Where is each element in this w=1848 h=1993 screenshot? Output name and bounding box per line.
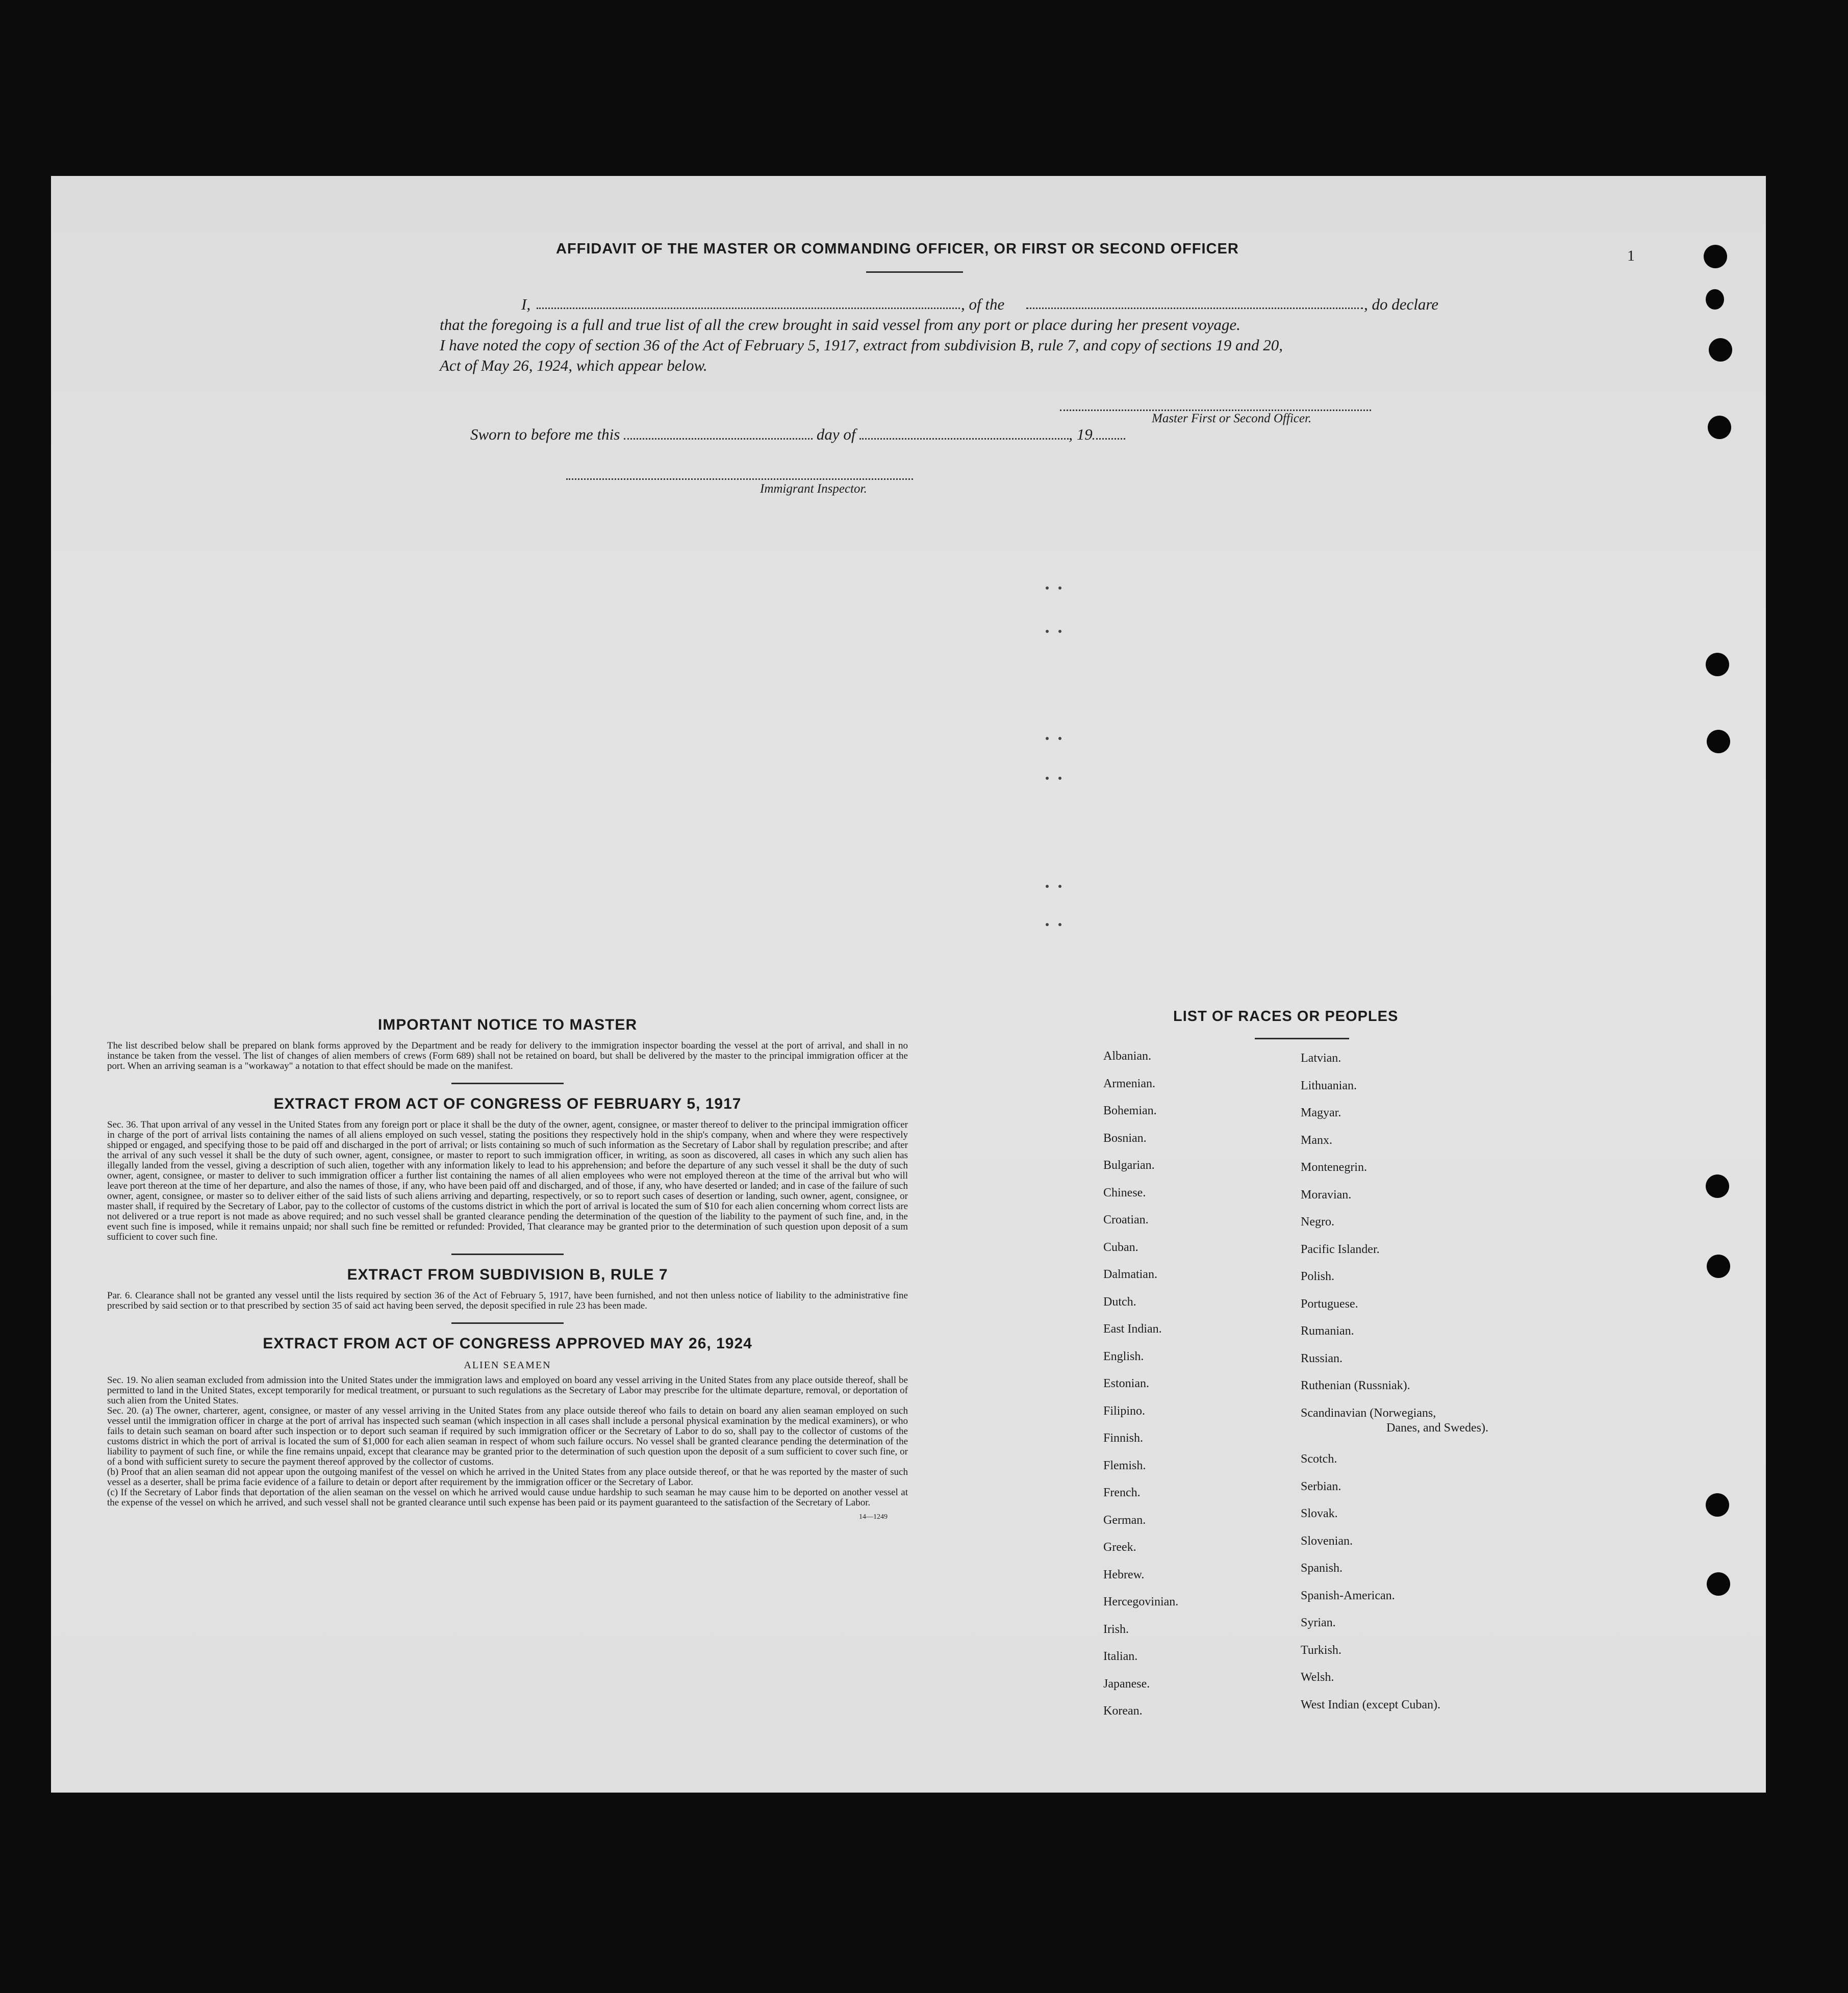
- affidavit-declare: , do declare: [1364, 295, 1439, 313]
- race-left-item: Japanese.: [1103, 1677, 1150, 1691]
- name-field[interactable]: [537, 294, 960, 309]
- race-right-item: Slovak.: [1301, 1507, 1338, 1521]
- stray-dot: [1046, 630, 1049, 633]
- notice-text: The list described below shall be prepared on blank forms approved by the Department and be ready for delivery to the immigration inspector boarding the vessel at the port of arrival, and shall in no instance be taken from the vessel. The list of changes of alien members of crews (Form 689) shall not be retained on board, but shall be delivered by the master to the principal immigration officer at the port. When an arriving seaman is a "workaway" a notation to that effect should be made on the manifest.: [107, 1040, 908, 1071]
- punch-hole: [1704, 245, 1727, 268]
- race-left-item: English.: [1103, 1349, 1144, 1363]
- sworn-line: [470, 425, 1125, 444]
- sworn-text: Sworn to before me this: [470, 425, 620, 443]
- affidavit-i: I,: [521, 295, 531, 313]
- affidavit-body: [440, 294, 1439, 376]
- vessel-field[interactable]: [1026, 294, 1363, 309]
- race-left-item: Albanian.: [1103, 1050, 1151, 1063]
- punch-hole: [1709, 338, 1732, 362]
- race-left-item: Hebrew.: [1103, 1568, 1145, 1581]
- inspector-label: Immigrant Inspector.: [760, 482, 867, 496]
- stray-dot: [1046, 586, 1049, 590]
- race-left-item: East Indian.: [1103, 1322, 1162, 1336]
- stray-dot: [1058, 630, 1061, 633]
- sworn-month-field[interactable]: [859, 425, 1069, 440]
- race-left-item: Italian.: [1103, 1650, 1138, 1663]
- section-divider: [451, 1254, 564, 1255]
- race-right-item: Lithuanian.: [1301, 1079, 1357, 1092]
- stray-dot: [1058, 923, 1061, 926]
- race-left-item: Bosnian.: [1103, 1131, 1147, 1145]
- punch-hole: [1706, 1174, 1729, 1198]
- race-right-item: Scandinavian (Norwegians,: [1301, 1406, 1436, 1420]
- race-right-item: Polish.: [1301, 1270, 1335, 1283]
- form-number: 14—1249: [859, 1513, 888, 1521]
- race-left-item: German.: [1103, 1513, 1146, 1527]
- race-right-item: Pacific Islander.: [1301, 1242, 1380, 1256]
- document-sheet: [51, 176, 1766, 1793]
- race-right-item: Montenegrin.: [1301, 1161, 1367, 1174]
- affidavit-title-rule: [866, 271, 963, 273]
- race-left-item: Estonian.: [1103, 1377, 1149, 1390]
- race-left-item: Bohemian.: [1103, 1104, 1157, 1117]
- race-left-item: Filipino.: [1103, 1404, 1146, 1418]
- day-of-text: day of: [816, 425, 856, 443]
- extract-1917-text: Sec. 36. That upon arrival of any vessel in the United States from any foreign port or place it shall be the duty of the owner, agent, consignee, or master thereof to deliver to the principal immigration officer in charge of the port of arrival lists containing the names of all aliens employed on such vessel, stating the positions they respectively hold in the ship's company, when and where they were respectively shipped or engaged, and specifying those to be paid off and discharged in the port of arrival; or lists containing so much of such information as the Secretary of Labor shall by regulation prescribe; and after the arrival of any such vessel it shall be the duty of such owner, agent, consignee, or master to report to such immigration officer, in writing, as soon as discovered, all cases in which any such alien has illegally landed from the vessel, giving a description of such alien, together with any information likely to lead to his apprehension; and before the departure of any such vessel it shall be the duty of such owner, agent, consignee, or master to deliver to such immigration officer a further list containing the names of all alien employees who were not employed thereon at the time of the arrival but who will leave port thereon at the time of her departure, and also the names of those, if any, who have been paid off and discharged, and of those, if any, who have deserted or landed; and in case of the failure of such owner, agent, consignee, or master so to deliver either of the said lists of such aliens arriving and departing, respectively, or so to report such cases of desertion or landing, such owner, agent, consignee, or master shall, if required by the Secretary of Labor, pay to the collector of customs of the customs district in which the port of arrival is located the sum of $10 for each alien concerning whom correct lists are not delivered or a true report is not made as above required; and no such vessel shall be granted clearance pending the determination of the question of the liability to the payment of such fine, and, in the event such fine is imposed, while it remains unpaid; nor shall such fine be remitted or refunded: Provided, That clearance may be granted prior to the determination of such question upon deposit of a sum sufficient to cover such fine.: [107, 1119, 908, 1242]
- extract-rule7-title: EXTRACT FROM SUBDIVISION B, RULE 7: [347, 1266, 668, 1283]
- race-right-item: West Indian (except Cuban).: [1301, 1698, 1440, 1711]
- stray-dot: [1058, 885, 1061, 888]
- extract-1924-sec20c: (c) If the Secretary of Labor finds that deportation of the alien seaman on the vessel on which he arrived would cause undue hardship to such seaman he may cause him to be deported on another vessel at the expense of the vessel on which he arrived, and such vessel shall not be granted clearance until such expense has been paid or its payment guaranteed to the satisfaction of the Secretary of Labor.: [107, 1487, 908, 1508]
- race-right-item: Latvian.: [1301, 1052, 1341, 1065]
- race-right-item: Manx.: [1301, 1133, 1332, 1147]
- margin-mark: 1: [1627, 247, 1635, 264]
- section-divider: [451, 1322, 564, 1324]
- section-divider: [451, 1083, 564, 1084]
- race-left-item: Cuban.: [1103, 1240, 1138, 1254]
- race-right-item: Welsh.: [1301, 1671, 1334, 1684]
- alien-seamen-subtitle: ALIEN SEAMEN: [464, 1360, 551, 1371]
- race-right-item: Spanish.: [1301, 1562, 1343, 1575]
- year-prefix: , 19: [1069, 425, 1093, 443]
- race-left-item: Dalmatian.: [1103, 1268, 1157, 1281]
- race-left-item: Greek.: [1103, 1541, 1136, 1554]
- race-right-item: Portuguese.: [1301, 1297, 1358, 1311]
- extract-1924-title: EXTRACT FROM ACT OF CONGRESS APPROVED MAY 26, 1924: [263, 1335, 752, 1352]
- punch-hole: [1706, 1493, 1729, 1517]
- extract-1924-sec20a: Sec. 20. (a) The owner, charterer, agent, consignee, or master of any vessel arriving in the United States from any place outside thereof who fails to detain on board any alien seaman employed on such vessel until the immigration officer in charge at the port of arrival has inspected such seaman (which inspection in all cases shall include a personal physical examination by the medical examiners), or who fails to detain such seaman on board after such inspection or to deport such seaman if required by such immigration officer or the Secretary of Labor to do so, shall pay to the collector of customs of the customs district in which the port of arrival is located the sum of $1,000 for each alien seaman in respect of whom such failure occurs. No vessel shall be granted clearance pending the determination of the liability to payment of such fine, or while the fine remains unpaid, except that clearance may be granted prior to the determination of such question upon the deposit of a sum sufficient to cover such fine, or of a bond with sufficient surety to secure the payment thereof approved by the collector of customs.: [107, 1406, 908, 1467]
- race-left-item: Dutch.: [1103, 1295, 1136, 1309]
- race-right-item: Russian.: [1301, 1351, 1343, 1365]
- stray-dot: [1058, 777, 1061, 780]
- sworn-year-field[interactable]: [1093, 425, 1125, 440]
- affidavit-line-4: Act of May 26, 1924, which appear below.: [440, 356, 707, 374]
- races-title-rule: [1255, 1038, 1349, 1039]
- punch-hole: [1707, 730, 1730, 753]
- extract-rule7-text: Par. 6. Clearance shall not be granted any vessel until the lists required by section 36 of the Act of February 5, 1917, have been furnished, and not then unless notice of liability to the administrative fine prescribed by said section or to that prescribed by section 35 of said act having been served, the deposit specified in rule 23 has been made.: [107, 1290, 908, 1311]
- affidavit-line-3: I have noted the copy of section 36 of the Act of February 5, 1917, extract from subdivision B, rule 7, and copy of sections 19 and 20,: [440, 336, 1283, 354]
- race-left-item: Bulgarian.: [1103, 1159, 1155, 1172]
- race-left-item: Croatian.: [1103, 1213, 1149, 1227]
- race-left-item: Irish.: [1103, 1622, 1129, 1636]
- affidavit-line-1: [440, 294, 1439, 315]
- stray-dot: [1058, 737, 1061, 740]
- notice-title: IMPORTANT NOTICE TO MASTER: [377, 1016, 638, 1033]
- affidavit-title: AFFIDAVIT OF THE MASTER OR COMMANDING OFFICER, OR FIRST OR SECOND OFFICER: [556, 241, 1239, 257]
- race-right-item: Moravian.: [1301, 1188, 1352, 1202]
- race-right-item: Slovenian.: [1301, 1534, 1353, 1548]
- race-right-item: Danes, and Swedes).: [1386, 1421, 1488, 1435]
- race-left-item: French.: [1103, 1486, 1141, 1499]
- stray-dot: [1046, 777, 1049, 780]
- inspector-signature-line[interactable]: [566, 478, 913, 480]
- punch-hole: [1707, 1255, 1730, 1278]
- punch-hole: [1707, 1572, 1730, 1596]
- races-title: LIST OF RACES OR PEOPLES: [1173, 1008, 1399, 1025]
- race-right-item: Spanish-American.: [1301, 1589, 1395, 1602]
- race-left-item: Flemish.: [1103, 1459, 1146, 1472]
- affidavit-line-2: that the foregoing is a full and true list of all the crew brought in said vessel from any port or place during her present voyage.: [440, 316, 1241, 334]
- race-left-item: Korean.: [1103, 1704, 1143, 1718]
- race-right-item: Scotch.: [1301, 1452, 1337, 1466]
- race-left-item: Hercegovinian.: [1103, 1595, 1179, 1608]
- sworn-day-field[interactable]: [624, 425, 813, 440]
- race-right-item: Magyar.: [1301, 1106, 1341, 1119]
- stray-dot: [1058, 586, 1061, 590]
- punch-hole: [1708, 416, 1731, 439]
- race-left-item: Finnish.: [1103, 1432, 1144, 1445]
- race-left-item: Chinese.: [1103, 1186, 1146, 1199]
- affidavit-of-the: , of the: [961, 295, 1005, 313]
- extract-1924-sec20b: (b) Proof that an alien seaman did not appear upon the outgoing manifest of the vessel on which he arrived in the United States from any place outside thereof, or that he was reported by the master of such vessel as a deserter, shall be prima facie evidence of a failure to detain or deport after requirement by the immigration officer or the Secretary of Labor.: [107, 1467, 908, 1488]
- race-right-item: Turkish.: [1301, 1643, 1341, 1657]
- race-right-item: Syrian.: [1301, 1616, 1336, 1630]
- stray-dot: [1046, 923, 1049, 926]
- stray-dot: [1046, 885, 1049, 888]
- punch-hole: [1706, 289, 1724, 310]
- master-signature-line[interactable]: [1060, 410, 1371, 411]
- extract-1917-title: EXTRACT FROM ACT OF CONGRESS OF FEBRUARY 5, 1917: [273, 1095, 742, 1112]
- punch-hole: [1706, 653, 1729, 676]
- race-right-item: Serbian.: [1301, 1479, 1341, 1493]
- race-right-item: Negro.: [1301, 1215, 1334, 1229]
- stray-dot: [1046, 737, 1049, 740]
- race-right-item: Ruthenian (Russniak).: [1301, 1379, 1410, 1392]
- extract-1924-sec19: Sec. 19. No alien seaman excluded from admission into the United States under the immigration laws and employed on board any vessel arriving in the United States from any place outside thereof, shall be permitted to land in the United States, except temporarily for medical treatment, or pursuant to such regulations as the Secretary of Labor may prescribe for the ultimate departure, removal, or deportation of such alien from the United States.: [107, 1375, 908, 1406]
- race-right-item: Rumanian.: [1301, 1324, 1354, 1338]
- race-left-item: Armenian.: [1103, 1077, 1155, 1090]
- master-label: Master First or Second Officer.: [1152, 412, 1312, 425]
- notice-block: [107, 1016, 908, 1521]
